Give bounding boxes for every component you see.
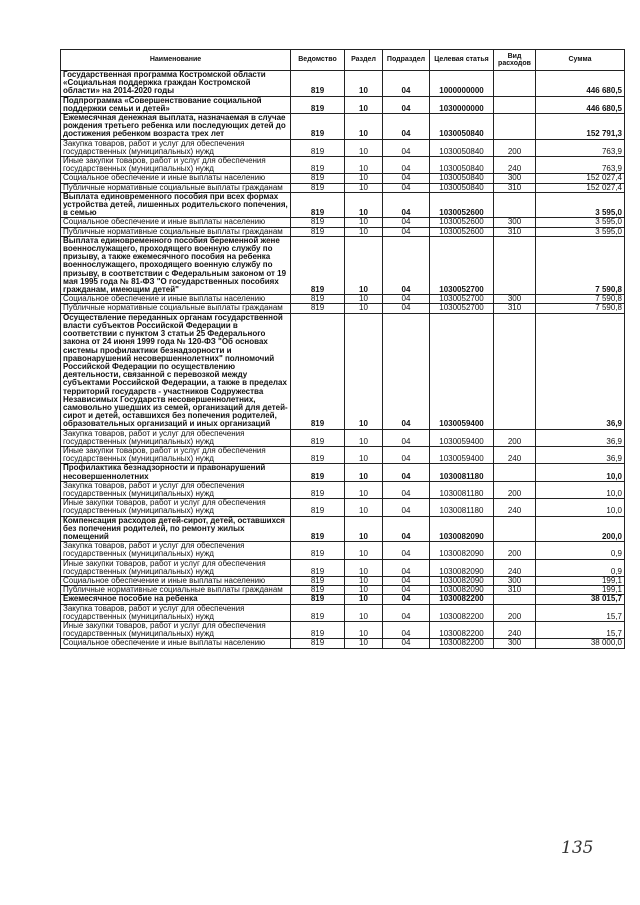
cell-name: Компенсация расходов детей-сирот, детей, оставшихся без попечения родителей, по ремонту жилых помещений — [61, 516, 291, 542]
cell-name: Социальное обеспечение и иные выплаты населению — [61, 174, 291, 183]
cell-sum: 152 027,4 — [536, 174, 625, 183]
cell-ved: 819 — [291, 542, 345, 559]
table-row — [61, 604, 625, 621]
cell-vr: 200 — [494, 429, 536, 446]
table-row — [61, 139, 625, 156]
cell-podrazdel: 04 — [383, 174, 430, 183]
cell-name: Государственная программа Костромской области «Социальная поддержка граждан Костромской области» на 2014-2020 годы — [61, 71, 291, 97]
cell-podrazdel: 04 — [383, 192, 430, 218]
cell-name: Закупка товаров, работ и услуг для обеспечения государственных (муниципальных) нужд — [61, 481, 291, 498]
cell-razdel: 10 — [345, 139, 383, 156]
table-row — [61, 114, 625, 140]
cell-name: Закупка товаров, работ и услуг для обеспечения государственных (муниципальных) нужд — [61, 604, 291, 621]
cell-csr: 1030052700 — [430, 304, 494, 313]
cell-vr: 200 — [494, 604, 536, 621]
cell-sum: 3 595,0 — [536, 227, 625, 236]
table-row — [61, 174, 625, 183]
cell-ved: 819 — [291, 516, 345, 542]
cell-razdel: 10 — [345, 542, 383, 559]
cell-vr: 200 — [494, 481, 536, 498]
cell-razdel: 10 — [345, 295, 383, 304]
budget-table — [60, 49, 625, 649]
cell-sum: 15,7 — [536, 622, 625, 639]
cell-csr: 1030052600 — [430, 192, 494, 218]
cell-sum: 7 590,8 — [536, 295, 625, 304]
cell-razdel: 10 — [345, 516, 383, 542]
cell-vr: 300 — [494, 218, 536, 227]
header-ved: Ведомство — [291, 50, 345, 71]
cell-vr: 300 — [494, 576, 536, 585]
cell-razdel: 10 — [345, 595, 383, 604]
cell-ved: 819 — [291, 464, 345, 481]
cell-vr: 300 — [494, 295, 536, 304]
cell-razdel: 10 — [345, 586, 383, 595]
table-header-row — [61, 50, 625, 71]
cell-podrazdel: 04 — [383, 139, 430, 156]
cell-vr: 240 — [494, 622, 536, 639]
cell-ved: 819 — [291, 139, 345, 156]
cell-csr: 1030081180 — [430, 499, 494, 516]
header-razdel: Раздел — [345, 50, 383, 71]
cell-name: Иные закупки товаров, работ и услуг для обеспечения государственных (муниципальных) нужд — [61, 446, 291, 463]
cell-name: Осуществление переданных органам государственной власти субъектов Российской Федерации в соответствии с пунктом 3 статьи 25 Федерального закона от 24 июня 1999 года № 120-ФЗ "Об основах системы профилактики безнадзорности и правонарушений несовершеннолетних" полномочий Российской Федерации по осуществлению деятельности, связанной с перевозкой между субъектами Российской Федерации, а также в пределах территорий государств - участников Содружества Независимых Государств несовершеннолетних, самовольно ушедших из семей, организаций для детей- сирот и детей, оставшихся без попечения родителей, образовательных организаций и иных организаций — [61, 313, 291, 429]
cell-vr — [494, 464, 536, 481]
table-row — [61, 542, 625, 559]
cell-razdel: 10 — [345, 236, 383, 294]
cell-vr: 200 — [494, 542, 536, 559]
cell-sum: 7 590,8 — [536, 236, 625, 294]
cell-sum: 15,7 — [536, 604, 625, 621]
cell-podrazdel: 04 — [383, 542, 430, 559]
cell-sum: 38 000,0 — [536, 639, 625, 648]
cell-vr — [494, 71, 536, 97]
cell-ved: 819 — [291, 604, 345, 621]
cell-ved: 819 — [291, 622, 345, 639]
cell-csr: 1030082090 — [430, 542, 494, 559]
table-row — [61, 227, 625, 236]
cell-vr: 200 — [494, 139, 536, 156]
cell-sum: 0,9 — [536, 542, 625, 559]
cell-podrazdel: 04 — [383, 499, 430, 516]
cell-ved: 819 — [291, 429, 345, 446]
cell-sum: 10,0 — [536, 481, 625, 498]
cell-podrazdel: 04 — [383, 604, 430, 621]
table-row — [61, 639, 625, 648]
cell-csr: 1030050840 — [430, 174, 494, 183]
page-number: 135 — [561, 838, 594, 858]
cell-sum: 10,0 — [536, 464, 625, 481]
cell-csr: 1030059400 — [430, 446, 494, 463]
cell-sum: 199,1 — [536, 586, 625, 595]
table-row — [61, 304, 625, 313]
cell-vr: 310 — [494, 183, 536, 192]
cell-ved: 819 — [291, 304, 345, 313]
cell-csr: 1030082200 — [430, 622, 494, 639]
cell-vr — [494, 595, 536, 604]
cell-name: Ежемесячная денежная выплата, назначаемая в случае рождения третьего ребенка или последующих детей до достижения ребенком возраста трех лет — [61, 114, 291, 140]
cell-name: Иные закупки товаров, работ и услуг для обеспечения государственных (муниципальных) нужд — [61, 157, 291, 174]
cell-vr — [494, 236, 536, 294]
cell-ved: 819 — [291, 114, 345, 140]
cell-sum: 152 791,3 — [536, 114, 625, 140]
cell-csr: 1030059400 — [430, 429, 494, 446]
cell-ved: 819 — [291, 236, 345, 294]
cell-podrazdel: 04 — [383, 516, 430, 542]
table-row — [61, 464, 625, 481]
header-vr: Вид расходов — [494, 50, 536, 71]
cell-name: Иные закупки товаров, работ и услуг для обеспечения государственных (муниципальных) нужд — [61, 559, 291, 576]
cell-sum: 446 680,5 — [536, 96, 625, 113]
cell-name: Иные закупки товаров, работ и услуг для обеспечения государственных (муниципальных) нужд — [61, 622, 291, 639]
table-row — [61, 499, 625, 516]
cell-csr: 1030000000 — [430, 96, 494, 113]
cell-razdel: 10 — [345, 446, 383, 463]
table-row — [61, 313, 625, 429]
cell-sum: 199,1 — [536, 576, 625, 585]
cell-ved: 819 — [291, 559, 345, 576]
table-row — [61, 96, 625, 113]
cell-podrazdel: 04 — [383, 586, 430, 595]
table-body — [61, 71, 625, 649]
cell-name: Подпрограмма «Совершенствование социальной поддержки семьи и детей» — [61, 96, 291, 113]
cell-ved: 819 — [291, 157, 345, 174]
cell-name: Публичные нормативные социальные выплаты гражданам — [61, 586, 291, 595]
header-sum: Сумма — [536, 50, 625, 71]
cell-podrazdel: 04 — [383, 446, 430, 463]
cell-sum: 36,9 — [536, 313, 625, 429]
cell-sum: 36,9 — [536, 429, 625, 446]
table-row — [61, 183, 625, 192]
cell-podrazdel: 04 — [383, 114, 430, 140]
table-row — [61, 559, 625, 576]
cell-vr: 240 — [494, 559, 536, 576]
table-row — [61, 481, 625, 498]
cell-csr: 1030050840 — [430, 157, 494, 174]
table-row — [61, 157, 625, 174]
cell-name: Профилактика безнадзорности и правонарушений несовершеннолетних — [61, 464, 291, 481]
cell-podrazdel: 04 — [383, 313, 430, 429]
cell-csr: 1030052700 — [430, 236, 494, 294]
cell-podrazdel: 04 — [383, 481, 430, 498]
cell-razdel: 10 — [345, 227, 383, 236]
cell-name: Публичные нормативные социальные выплаты гражданам — [61, 183, 291, 192]
cell-name: Социальное обеспечение и иные выплаты населению — [61, 218, 291, 227]
cell-razdel: 10 — [345, 218, 383, 227]
cell-vr: 310 — [494, 586, 536, 595]
header-name: Наименование — [61, 50, 291, 71]
cell-name: Публичные нормативные социальные выплаты гражданам — [61, 227, 291, 236]
cell-ved: 819 — [291, 295, 345, 304]
cell-ved: 819 — [291, 595, 345, 604]
cell-ved: 819 — [291, 499, 345, 516]
cell-sum: 36,9 — [536, 446, 625, 463]
cell-csr: 1030082200 — [430, 604, 494, 621]
cell-vr — [494, 516, 536, 542]
cell-podrazdel: 04 — [383, 429, 430, 446]
cell-podrazdel: 04 — [383, 595, 430, 604]
cell-name: Ежемесячное пособие на ребенка — [61, 595, 291, 604]
header-podrazdel: Подраздел — [383, 50, 430, 71]
cell-podrazdel: 04 — [383, 639, 430, 648]
cell-razdel: 10 — [345, 304, 383, 313]
cell-csr: 1030052600 — [430, 227, 494, 236]
cell-ved: 819 — [291, 174, 345, 183]
cell-csr: 1030082090 — [430, 586, 494, 595]
cell-podrazdel: 04 — [383, 96, 430, 113]
cell-vr — [494, 313, 536, 429]
cell-ved: 819 — [291, 639, 345, 648]
cell-name: Выплата единовременного пособия при всех формах устройства детей, лишенных родительского попечения, в семью — [61, 192, 291, 218]
cell-podrazdel: 04 — [383, 295, 430, 304]
cell-csr: 1030082200 — [430, 639, 494, 648]
cell-razdel: 10 — [345, 481, 383, 498]
cell-vr: 240 — [494, 499, 536, 516]
header-csr: Целевая статья — [430, 50, 494, 71]
cell-csr: 1030050840 — [430, 139, 494, 156]
cell-podrazdel: 04 — [383, 183, 430, 192]
cell-razdel: 10 — [345, 114, 383, 140]
table-row — [61, 71, 625, 97]
cell-razdel: 10 — [345, 639, 383, 648]
cell-ved: 819 — [291, 586, 345, 595]
cell-csr: 1030082200 — [430, 595, 494, 604]
cell-sum: 38 015,7 — [536, 595, 625, 604]
cell-sum: 3 595,0 — [536, 192, 625, 218]
cell-razdel: 10 — [345, 499, 383, 516]
cell-name: Закупка товаров, работ и услуг для обеспечения государственных (муниципальных) нужд — [61, 542, 291, 559]
cell-sum: 446 680,5 — [536, 71, 625, 97]
table-row — [61, 429, 625, 446]
cell-csr: 1030081180 — [430, 464, 494, 481]
cell-csr: 1030050840 — [430, 183, 494, 192]
cell-podrazdel: 04 — [383, 576, 430, 585]
cell-name: Социальное обеспечение и иные выплаты населению — [61, 639, 291, 648]
table-row — [61, 192, 625, 218]
table-row — [61, 622, 625, 639]
table-row — [61, 516, 625, 542]
cell-razdel: 10 — [345, 622, 383, 639]
cell-razdel: 10 — [345, 192, 383, 218]
cell-csr: 1030082090 — [430, 576, 494, 585]
cell-sum: 7 590,8 — [536, 304, 625, 313]
cell-podrazdel: 04 — [383, 157, 430, 174]
cell-podrazdel: 04 — [383, 622, 430, 639]
cell-ved: 819 — [291, 183, 345, 192]
cell-podrazdel: 04 — [383, 464, 430, 481]
cell-razdel: 10 — [345, 559, 383, 576]
cell-csr: 1030081180 — [430, 481, 494, 498]
table-row — [61, 218, 625, 227]
cell-csr: 1030082090 — [430, 559, 494, 576]
cell-razdel: 10 — [345, 174, 383, 183]
cell-csr: 1030059400 — [430, 313, 494, 429]
cell-razdel: 10 — [345, 313, 383, 429]
cell-podrazdel: 04 — [383, 236, 430, 294]
cell-name: Закупка товаров, работ и услуг для обеспечения государственных (муниципальных) нужд — [61, 139, 291, 156]
cell-vr — [494, 114, 536, 140]
cell-name: Иные закупки товаров, работ и услуг для обеспечения государственных (муниципальных) нужд — [61, 499, 291, 516]
cell-ved: 819 — [291, 481, 345, 498]
cell-csr: 1030050840 — [430, 114, 494, 140]
cell-podrazdel: 04 — [383, 218, 430, 227]
cell-name: Выплата единовременного пособия беременной жене военнослужащего, проходящего военную службу по призыву, а также ежемесячного пособия на ребенка военнослужащего, проходящего военную службу по призыву, в соответствии с Федеральным законом от 19 мая 1995 года № 81-ФЗ "О государственных пособиях гражданам, имеющим детей" — [61, 236, 291, 294]
cell-vr: 300 — [494, 639, 536, 648]
cell-vr: 240 — [494, 157, 536, 174]
cell-podrazdel: 04 — [383, 559, 430, 576]
cell-razdel: 10 — [345, 464, 383, 481]
cell-csr: 1030052700 — [430, 295, 494, 304]
cell-vr — [494, 192, 536, 218]
table-row — [61, 595, 625, 604]
cell-ved: 819 — [291, 192, 345, 218]
cell-razdel: 10 — [345, 604, 383, 621]
cell-sum: 3 595,0 — [536, 218, 625, 227]
cell-ved: 819 — [291, 446, 345, 463]
cell-ved: 819 — [291, 227, 345, 236]
cell-sum: 763,9 — [536, 157, 625, 174]
cell-razdel: 10 — [345, 183, 383, 192]
cell-vr: 300 — [494, 174, 536, 183]
cell-razdel: 10 — [345, 157, 383, 174]
table-row — [61, 236, 625, 294]
cell-ved: 819 — [291, 96, 345, 113]
cell-razdel: 10 — [345, 576, 383, 585]
cell-podrazdel: 04 — [383, 304, 430, 313]
cell-sum: 152 027,4 — [536, 183, 625, 192]
cell-vr: 310 — [494, 227, 536, 236]
cell-vr — [494, 96, 536, 113]
cell-csr: 1030052600 — [430, 218, 494, 227]
cell-podrazdel: 04 — [383, 227, 430, 236]
cell-sum: 10,0 — [536, 499, 625, 516]
cell-name: Социальное обеспечение и иные выплаты населению — [61, 295, 291, 304]
cell-vr: 240 — [494, 446, 536, 463]
table-row — [61, 446, 625, 463]
cell-csr: 1000000000 — [430, 71, 494, 97]
cell-vr: 310 — [494, 304, 536, 313]
cell-podrazdel: 04 — [383, 71, 430, 97]
cell-ved: 819 — [291, 218, 345, 227]
cell-sum: 0,9 — [536, 559, 625, 576]
cell-ved: 819 — [291, 71, 345, 97]
cell-ved: 819 — [291, 313, 345, 429]
cell-razdel: 10 — [345, 429, 383, 446]
cell-csr: 1030082090 — [430, 516, 494, 542]
cell-ved: 819 — [291, 576, 345, 585]
cell-sum: 763,9 — [536, 139, 625, 156]
cell-razdel: 10 — [345, 71, 383, 97]
cell-name: Закупка товаров, работ и услуг для обеспечения государственных (муниципальных) нужд — [61, 429, 291, 446]
cell-sum: 200,0 — [536, 516, 625, 542]
cell-name: Публичные нормативные социальные выплаты гражданам — [61, 304, 291, 313]
cell-razdel: 10 — [345, 96, 383, 113]
cell-name: Социальное обеспечение и иные выплаты населению — [61, 576, 291, 585]
